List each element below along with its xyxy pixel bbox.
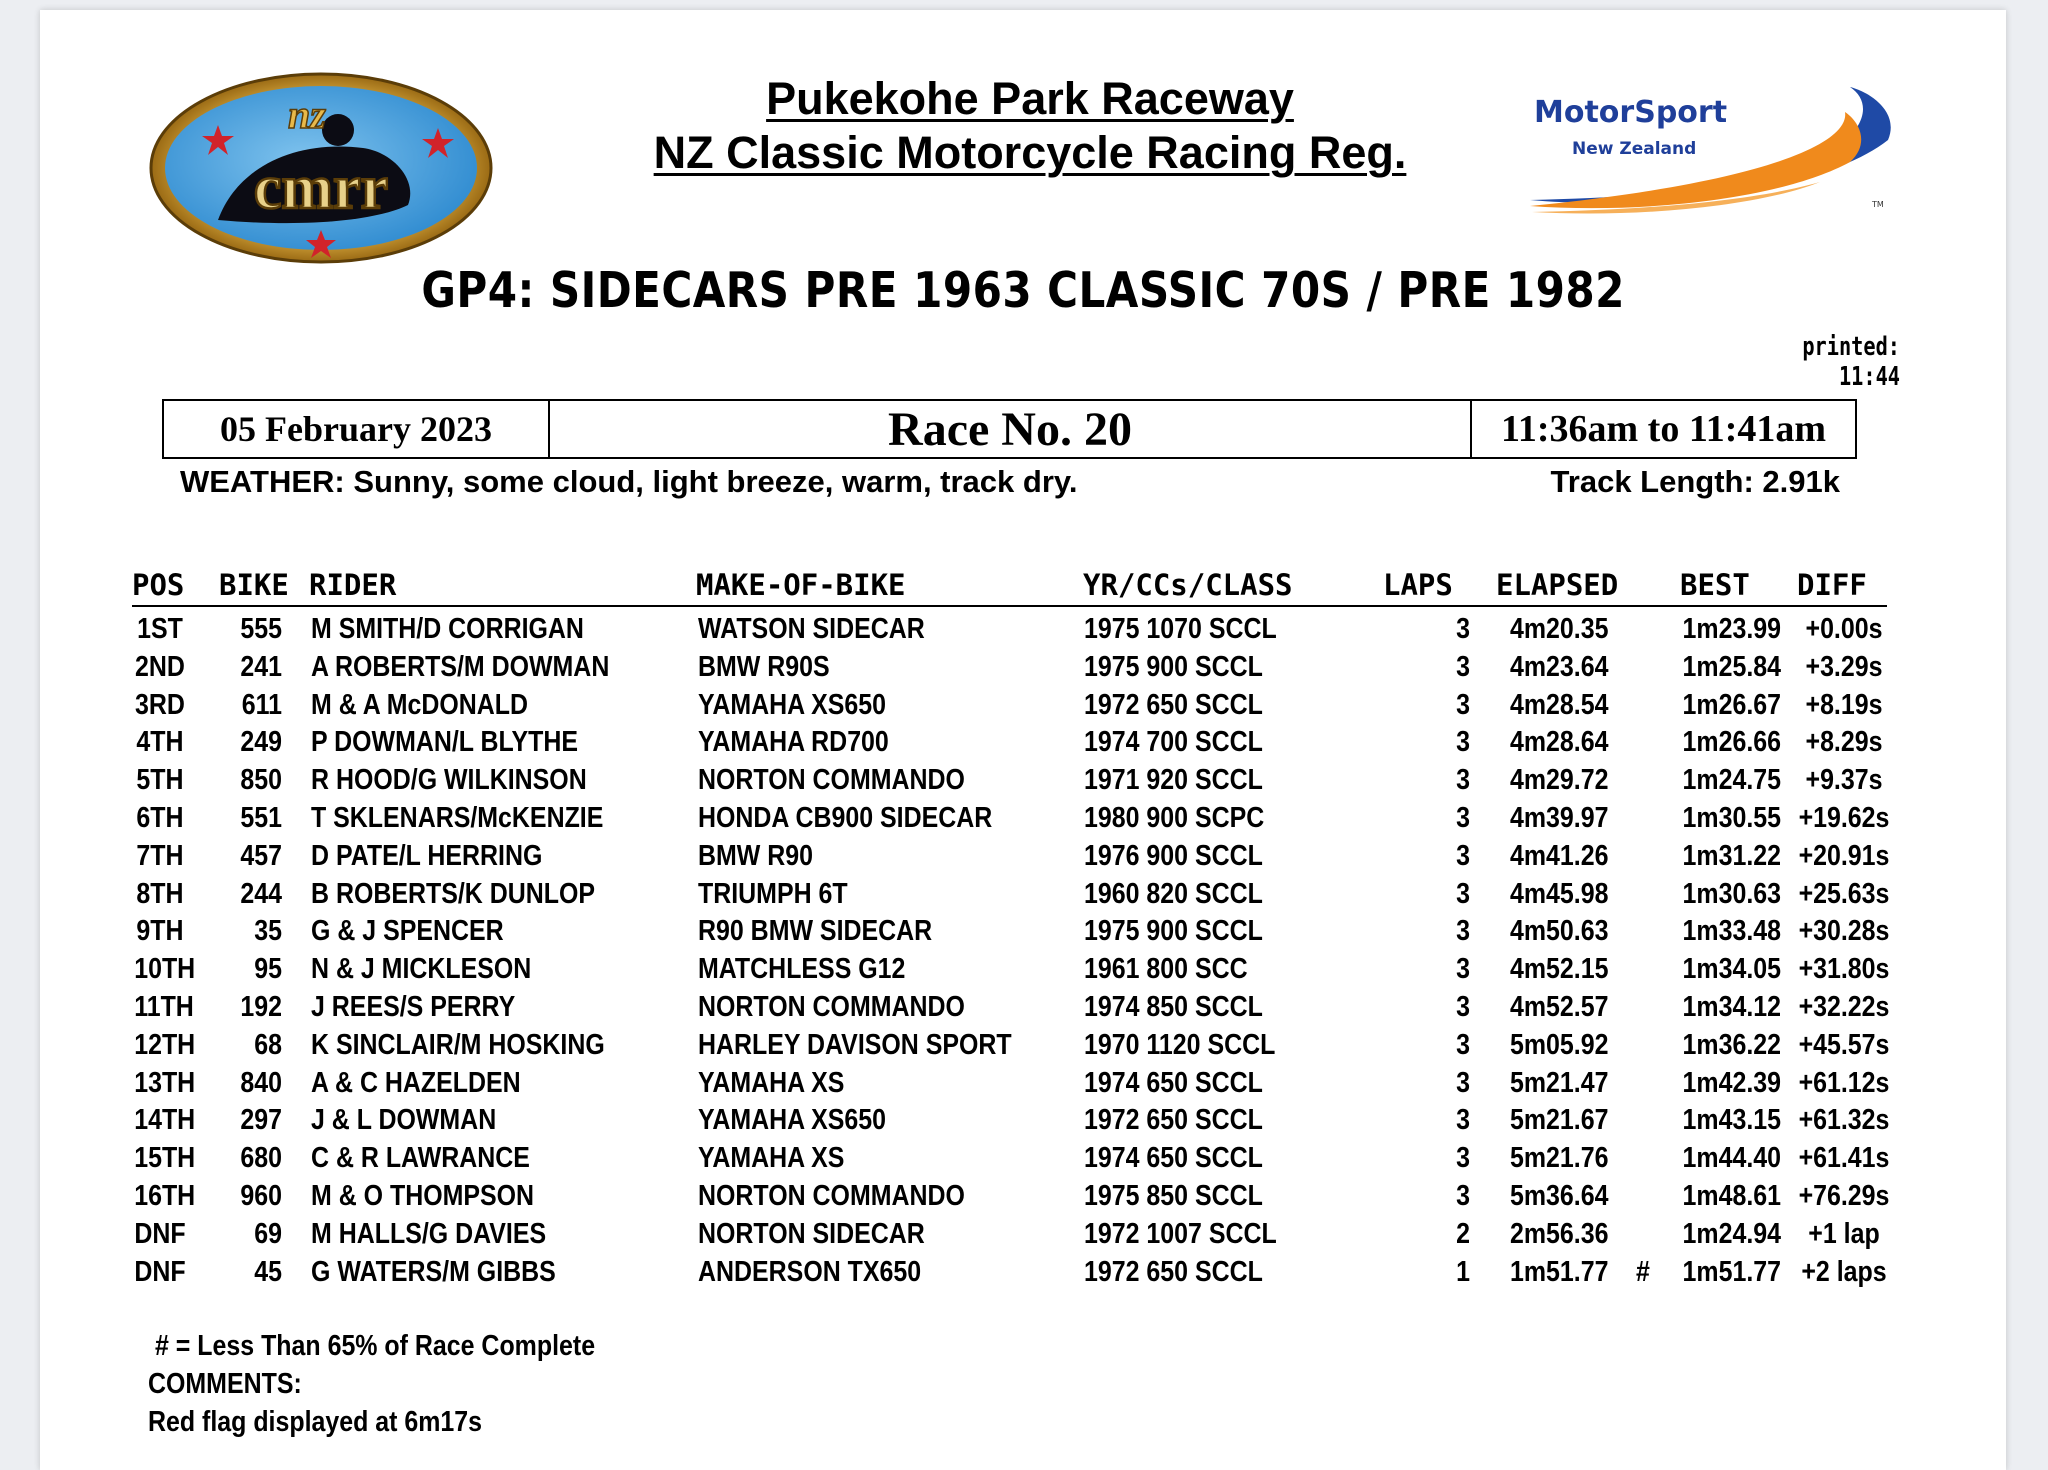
cell-bike: 241	[240, 650, 282, 683]
table-row	[0, 761, 2048, 799]
cell-rider: M HALLS/G DAVIES	[311, 1217, 547, 1250]
cell-elapsed: 4m41.26	[1510, 839, 1609, 872]
cell-pos: DNF	[134, 1217, 186, 1250]
cell-pos: 2ND	[135, 650, 185, 683]
cell-laps: 3	[1456, 764, 1470, 797]
cell-pos: 5TH	[136, 764, 184, 797]
table-row	[0, 988, 2048, 1026]
cell-rider: M SMITH/D CORRIGAN	[311, 613, 584, 645]
cell-make: NORTON SIDECAR	[698, 1217, 925, 1250]
cell-diff: +9.37s	[1805, 764, 1883, 797]
table-row	[0, 648, 2048, 686]
cell-diff: +45.57s	[1798, 1028, 1890, 1061]
cell-cls: 1972 650 SCCL	[1084, 1104, 1263, 1137]
table-row	[0, 912, 2048, 950]
cell-cls: 1975 900 SCCL	[1084, 915, 1263, 948]
cell-cls: 1975 900 SCCL	[1084, 650, 1263, 683]
table-row	[0, 950, 2048, 988]
cell-elapsed: 4m23.64	[1510, 650, 1609, 683]
table-row	[0, 799, 2048, 837]
cell-diff: +3.29s	[1805, 650, 1883, 683]
cell-elapsed: 4m50.63	[1510, 915, 1609, 948]
cell-bike: 297	[240, 1104, 282, 1137]
venue-name: Pukekohe Park Raceway	[766, 73, 1294, 124]
cell-laps: 3	[1456, 839, 1470, 872]
cell-best: 1m26.66	[1682, 726, 1781, 759]
cell-make: ANDERSON TX650	[698, 1255, 922, 1288]
cell-make: YAMAHA XS650	[698, 688, 887, 721]
logo-text: cmrr	[253, 154, 389, 222]
cell-pos: 14TH	[134, 1104, 196, 1137]
cell-best: 1m26.67	[1682, 688, 1781, 721]
cell-laps: 3	[1456, 1066, 1470, 1099]
track-length: Track Length: 2.91k	[1550, 464, 1840, 499]
cell-cls: 1971 920 SCCL	[1084, 764, 1263, 797]
col-bike: BIKE	[219, 568, 289, 602]
cell-elapsed: 5m36.64	[1510, 1180, 1609, 1212]
cell-make: YAMAHA XS	[698, 1066, 845, 1099]
col-best: BEST	[1680, 568, 1750, 602]
cell-laps: 3	[1456, 726, 1470, 759]
cell-diff: +25.63s	[1798, 877, 1890, 910]
header-divider	[132, 605, 1887, 607]
cell-elapsed: 4m39.97	[1510, 802, 1609, 834]
col-class: YR/CCs/CLASS	[1083, 568, 1293, 602]
cell-elapsed: 4m52.57	[1510, 991, 1609, 1023]
printed-time: printed: 11:44	[1802, 332, 1900, 392]
table-row	[0, 686, 2048, 724]
cell-make: WATSON SIDECAR	[698, 613, 925, 645]
cell-pos: 12TH	[134, 1028, 196, 1061]
cell-make: R90 BMW SIDECAR	[698, 915, 933, 948]
cell-laps: 3	[1456, 613, 1470, 645]
cell-laps: 3	[1456, 802, 1470, 834]
cell-pos: 1ST	[137, 613, 183, 645]
cell-elapsed: 5m21.67	[1510, 1104, 1609, 1137]
cell-cls: 1961 800 SCC	[1084, 953, 1248, 986]
race-time: 11:36am to 11:41am	[1500, 408, 1827, 450]
cell-laps: 3	[1456, 1104, 1470, 1137]
cell-pos: 15TH	[134, 1142, 196, 1175]
cell-pos: 6TH	[136, 802, 184, 834]
cell-laps: 3	[1456, 650, 1470, 683]
event-title: GP4: SIDECARS PRE 1963 CLASSIC 70S / PRE 1982	[421, 262, 1625, 319]
cell-flag: #	[1636, 1255, 1650, 1288]
cell-make: MATCHLESS G12	[698, 953, 906, 986]
cell-rider: P DOWMAN/L BLYTHE	[311, 726, 578, 759]
cell-laps: 3	[1456, 991, 1470, 1023]
cell-cls: 1972 1007 SCCL	[1084, 1217, 1277, 1250]
cell-best: 1m34.12	[1682, 991, 1781, 1023]
cell-best: 1m43.15	[1682, 1104, 1781, 1137]
cell-pos: 8TH	[136, 877, 184, 910]
cell-make: YAMAHA XS	[698, 1142, 845, 1175]
cell-cls: 1975 1070 SCCL	[1084, 613, 1277, 645]
cell-laps: 3	[1456, 1028, 1470, 1061]
cell-rider: J & L DOWMAN	[311, 1104, 497, 1137]
cell-bike: 45	[254, 1255, 282, 1288]
table-row	[0, 1139, 2048, 1177]
cell-best: 1m44.40	[1682, 1142, 1781, 1175]
cell-laps: 3	[1456, 1142, 1470, 1175]
race-date: 05 February 2023	[164, 401, 550, 457]
cell-pos: 16TH	[134, 1180, 196, 1212]
legend: # = Less Than 65% of Race Complete	[155, 1330, 596, 1362]
cell-diff: +31.80s	[1798, 953, 1890, 986]
comment-text: Red flag displayed at 6m17s	[148, 1406, 483, 1438]
cell-bike: 960	[240, 1180, 282, 1212]
table-row	[0, 1215, 2048, 1253]
cell-best: 1m48.61	[1682, 1180, 1781, 1212]
cell-make: HARLEY DAVISON SPORT	[698, 1028, 1012, 1061]
cell-best: 1m24.75	[1682, 764, 1781, 797]
col-make: MAKE-OF-BIKE	[696, 568, 906, 602]
table-row	[0, 1064, 2048, 1102]
weather: WEATHER: Sunny, some cloud, light breeze, warm, track dry.	[180, 464, 1078, 499]
cell-diff: +61.41s	[1798, 1142, 1890, 1175]
motorsport-nz-logo	[1520, 82, 1900, 222]
cell-diff: +8.29s	[1805, 726, 1883, 759]
cell-rider: T SKLENARS/McKENZIE	[311, 802, 604, 834]
cell-bike: 192	[240, 991, 282, 1023]
cell-best: 1m25.84	[1682, 650, 1781, 683]
organiser-name: NZ Classic Motorcycle Racing Reg.	[653, 127, 1407, 178]
cell-bike: 611	[241, 688, 282, 721]
col-elapsed: ELAPSED	[1496, 568, 1619, 602]
cell-elapsed: 4m28.54	[1510, 688, 1609, 721]
cell-best: 1m33.48	[1682, 915, 1781, 948]
cell-bike: 850	[240, 764, 282, 797]
cell-diff: +0.00s	[1805, 613, 1883, 645]
cell-elapsed: 1m51.77	[1510, 1255, 1609, 1288]
cell-cls: 1974 700 SCCL	[1084, 726, 1263, 759]
cell-rider: M & A McDONALD	[311, 688, 529, 721]
cell-diff: +61.32s	[1798, 1104, 1890, 1137]
cell-cls: 1972 650 SCCL	[1084, 688, 1263, 721]
table-row	[0, 723, 2048, 761]
cell-elapsed: 5m21.76	[1510, 1142, 1609, 1175]
cell-make: YAMAHA RD700	[698, 726, 889, 759]
cell-bike: 555	[240, 613, 282, 645]
cell-rider: C & R LAWRANCE	[311, 1142, 530, 1175]
cell-best: 1m30.63	[1682, 877, 1781, 910]
cell-pos: 7TH	[136, 839, 184, 872]
cell-pos: 9TH	[136, 915, 184, 948]
cell-elapsed: 5m21.47	[1510, 1066, 1609, 1099]
table-row	[0, 875, 2048, 913]
table-row	[0, 1026, 2048, 1064]
cell-rider: A ROBERTS/M DOWMAN	[311, 650, 610, 683]
cell-best: 1m36.22	[1682, 1028, 1781, 1061]
cell-cls: 1974 850 SCCL	[1084, 991, 1263, 1023]
cell-rider: G & J SPENCER	[311, 915, 504, 948]
motorsport-sub: New Zealand	[1572, 139, 1697, 159]
cell-bike: 69	[254, 1217, 282, 1250]
cell-laps: 3	[1456, 953, 1470, 986]
cell-cls: 1960 820 SCCL	[1084, 877, 1263, 910]
col-pos: POS	[132, 568, 185, 602]
cell-pos: 3RD	[135, 688, 185, 721]
cell-rider: G WATERS/M GIBBS	[311, 1255, 556, 1288]
col-laps: LAPS	[1383, 568, 1453, 602]
cell-elapsed: 4m28.64	[1510, 726, 1609, 759]
trademark: TM	[1872, 200, 1884, 209]
cell-rider: N & J MICKLESON	[311, 953, 532, 986]
cell-bike: 249	[240, 726, 282, 759]
cell-diff: +1 lap	[1808, 1217, 1880, 1250]
cell-cls: 1980 900 SCPC	[1084, 802, 1265, 834]
cell-cls: 1976 900 SCCL	[1084, 839, 1263, 872]
cell-pos: 10TH	[134, 953, 196, 986]
cell-bike: 95	[254, 953, 282, 986]
cell-cls: 1974 650 SCCL	[1084, 1066, 1263, 1099]
cell-elapsed: 4m20.35	[1510, 613, 1609, 645]
cell-diff: +8.19s	[1805, 688, 1883, 721]
cell-rider: J REES/S PERRY	[311, 991, 516, 1023]
cell-diff: +76.29s	[1798, 1180, 1890, 1212]
cell-bike: 35	[254, 915, 282, 948]
cell-laps: 3	[1456, 915, 1470, 948]
cell-elapsed: 4m29.72	[1510, 764, 1609, 797]
cell-make: BMW R90S	[698, 650, 830, 683]
cell-laps: 2	[1456, 1217, 1470, 1250]
motorsport-brand: MotorSport	[1534, 95, 1728, 130]
cell-make: BMW R90	[698, 839, 814, 872]
cell-make: NORTON COMMANDO	[698, 1180, 965, 1212]
cell-diff: +19.62s	[1798, 802, 1890, 834]
cell-elapsed: 2m56.36	[1510, 1217, 1609, 1250]
cell-rider: A & C HAZELDEN	[311, 1066, 521, 1099]
cell-elapsed: 4m45.98	[1510, 877, 1609, 910]
cell-rider: R HOOD/G WILKINSON	[311, 764, 587, 797]
cell-diff: +32.22s	[1798, 991, 1890, 1023]
cell-best: 1m30.55	[1682, 802, 1781, 834]
cell-make: TRIUMPH 6T	[698, 877, 848, 910]
cell-pos: 13TH	[134, 1066, 196, 1099]
cell-best: 1m24.94	[1682, 1217, 1781, 1250]
cell-rider: D PATE/L HERRING	[311, 839, 543, 872]
col-rider: RIDER	[309, 568, 397, 602]
logo-text-top: nz	[288, 92, 326, 137]
cell-bike: 551	[240, 802, 282, 834]
cell-laps: 3	[1456, 1180, 1470, 1212]
cell-diff: +2 laps	[1801, 1255, 1887, 1288]
cell-bike: 244	[240, 877, 282, 910]
cell-cls: 1970 1120 SCCL	[1084, 1028, 1276, 1061]
cell-diff: +61.12s	[1798, 1066, 1890, 1099]
race-info-box	[162, 399, 1857, 459]
table-row	[0, 1101, 2048, 1139]
cell-pos: 4TH	[136, 726, 184, 759]
cell-diff: +30.28s	[1798, 915, 1890, 948]
table-row	[0, 1177, 2048, 1215]
cell-rider: K SINCLAIR/M HOSKING	[311, 1028, 605, 1061]
cell-rider: M & O THOMPSON	[311, 1180, 535, 1212]
cell-best: 1m31.22	[1682, 839, 1781, 872]
table-row	[0, 1253, 2048, 1291]
cell-laps: 1	[1456, 1255, 1470, 1288]
cell-make: YAMAHA XS650	[698, 1104, 887, 1137]
cell-laps: 3	[1456, 688, 1470, 721]
cell-bike: 68	[254, 1028, 282, 1061]
cmrr-logo	[148, 70, 494, 266]
cell-best: 1m42.39	[1682, 1066, 1781, 1099]
cell-rider: B ROBERTS/K DUNLOP	[311, 877, 596, 910]
cell-laps: 3	[1456, 877, 1470, 910]
cell-diff: +20.91s	[1798, 839, 1890, 872]
cell-best: 1m51.77	[1682, 1255, 1781, 1288]
table-row	[0, 610, 2048, 648]
cell-make: NORTON COMMANDO	[698, 991, 965, 1023]
cell-cls: 1975 850 SCCL	[1084, 1180, 1263, 1212]
cell-elapsed: 4m52.15	[1510, 953, 1609, 986]
race-number: Race No. 20	[550, 401, 1472, 457]
table-row	[0, 837, 2048, 875]
cell-elapsed: 5m05.92	[1510, 1028, 1609, 1061]
cell-make: NORTON COMMANDO	[698, 764, 965, 797]
cell-bike: 840	[240, 1066, 282, 1099]
comments-label: COMMENTS:	[148, 1368, 302, 1400]
cell-pos: DNF	[134, 1255, 186, 1288]
cell-make: HONDA CB900 SIDECAR	[698, 802, 993, 834]
cell-best: 1m23.99	[1682, 613, 1781, 645]
cell-cls: 1972 650 SCCL	[1084, 1255, 1263, 1288]
cell-bike: 457	[240, 839, 282, 872]
cell-pos: 11TH	[134, 991, 194, 1023]
venue-title	[600, 72, 1460, 180]
col-diff: DIFF	[1797, 568, 1867, 602]
cell-bike: 680	[240, 1142, 282, 1175]
cell-cls: 1974 650 SCCL	[1084, 1142, 1263, 1175]
cell-best: 1m34.05	[1682, 953, 1781, 986]
